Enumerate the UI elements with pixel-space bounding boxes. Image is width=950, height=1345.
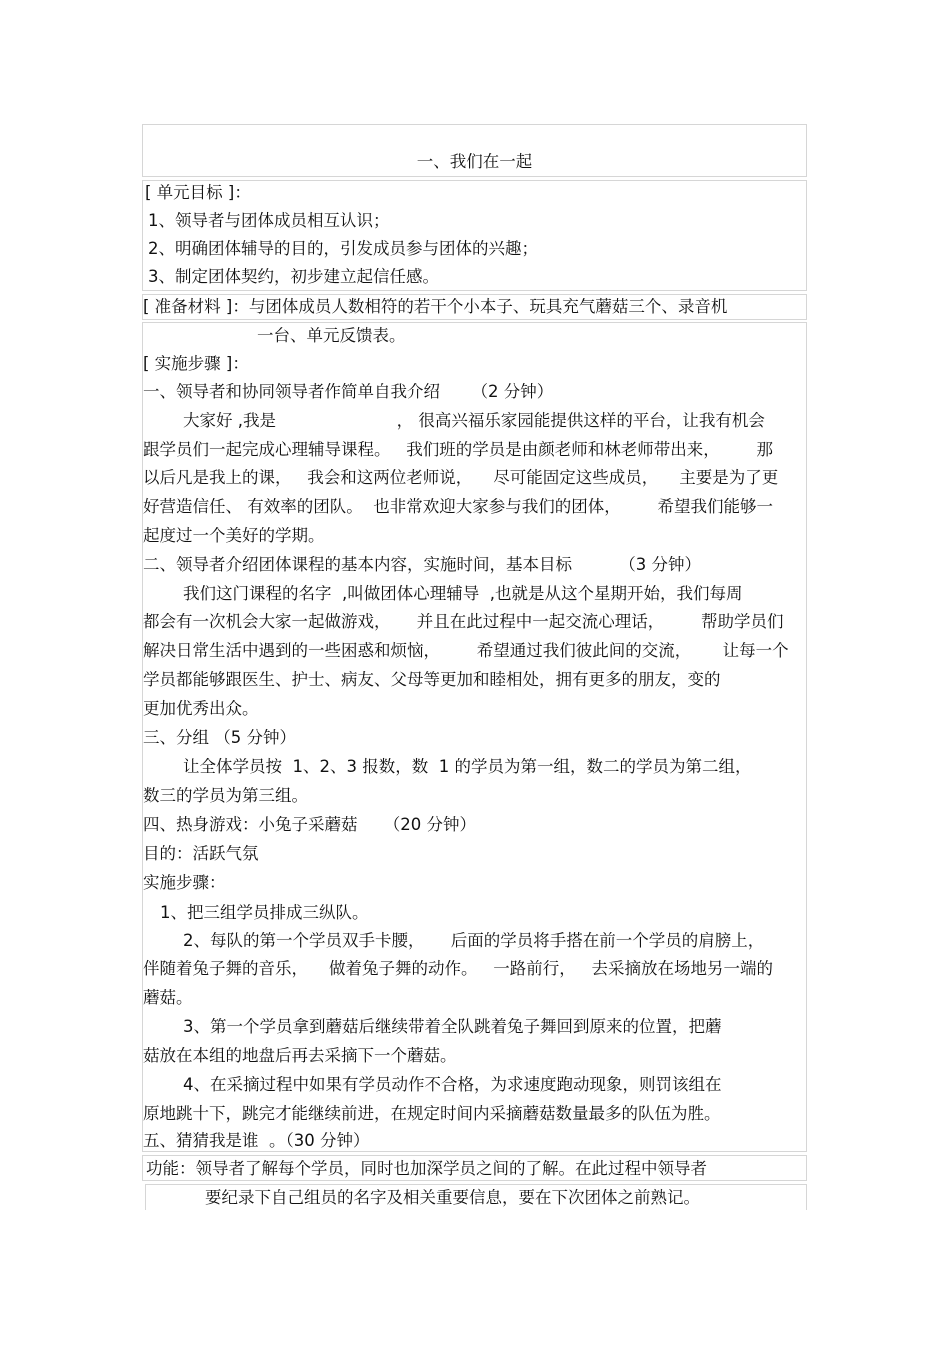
paragraph-line: 数三的学员为第三组。	[143, 786, 308, 805]
paragraph-line: 2、每队的第一个学员双手卡腰， 后面的学员将手搭在前一个学员的肩膀上，	[183, 931, 765, 950]
materials-line: [ 准备材料 ]：与团体成员人数相符的若干个小本子、玩具充气蘑菇三个、录音机	[143, 297, 728, 316]
section-heading: 三、分组 （5 分钟）	[143, 728, 296, 747]
steps-sub-label: 实施步骤：	[143, 873, 226, 892]
section-heading: 四、热身游戏：小兔子采蘑菇 （20 分钟）	[143, 815, 476, 834]
paragraph-line: 让全体学员按 1、2、3 报数，数 1 的学员为第一组，数二的学员为第二组，	[183, 757, 752, 776]
purpose-line: 目的：活跃气氛	[143, 844, 259, 863]
materials-line: 一台、单元反馈表。	[257, 326, 406, 345]
paragraph-line: 以后凡是我上的课， 我会和这两位老师说， 尽可能固定这些成员， 主要是为了更	[143, 468, 779, 487]
paragraph-line: 4、在采摘过程中如果有学员动作不合格，为求速度跑动现象，则罚该组在	[183, 1075, 722, 1094]
paragraph-line: 更加优秀出众。	[143, 699, 259, 718]
function-line: 功能：领导者了解每个学员，同时也加深学员之间的了解。在此过程中领导者	[146, 1159, 707, 1178]
paragraph-line: 3、第一个学员拿到蘑菇后继续带着全队跳着兔子舞回到原来的位置，把蘑	[183, 1017, 722, 1036]
paragraph-line: 都会有一次机会大家一起做游戏， 并且在此过程中一起交流心理话， 帮助学员们	[143, 612, 784, 631]
goal-item: 3、制定团体契约，初步建立起信任感。	[148, 267, 439, 286]
goal-item: 1、领导者与团体成员相互认识；	[148, 211, 390, 230]
paragraph-line: 解决日常生活中遇到的一些困惑和烦恼， 希望通过我们彼此间的交流， 让每一个	[143, 641, 789, 660]
goals-label: [ 单元目标 ]：	[145, 183, 251, 202]
paragraph-line: 我们这门课程的名字 ,叫做团体心理辅导 ,也就是从这个星期开始，我们每周	[183, 584, 743, 603]
paragraph-line: 原地跳十下，跳完才能继续前进，在规定时间内采摘蘑菇数量最多的队伍为胜。	[143, 1104, 721, 1123]
paragraph-line: 1、把三组学员排成三纵队。	[160, 903, 369, 922]
paragraph-line: 起度过一个美好的学期。	[143, 526, 325, 545]
steps-label: [ 实施步骤 ]：	[143, 354, 249, 373]
paragraph-line: 跟学员们一起完成心理辅导课程。 我们班的学员是由颜老师和林老师带出来， 那	[143, 440, 773, 459]
paragraph-line: 伴随着兔子舞的音乐， 做着兔子舞的动作。 一路前行， 去采摘放在场地另一端的	[143, 959, 773, 978]
paragraph-line: 蘑菇。	[143, 988, 193, 1007]
paragraph-line: 好营造信任、 有效率的团队。 也非常欢迎大家参与我们的团体， 希望我们能够一	[143, 497, 773, 516]
paragraph-line: 菇放在本组的地盘后再去采摘下一个蘑菇。	[143, 1046, 457, 1065]
paragraph-line: 大家好 ,我是 ， 很高兴福乐家园能提供这样的平台，让我有机会	[183, 411, 765, 430]
section-heading: 二、领导者介绍团体课程的基本内容，实施时间，基本目标 （3 分钟）	[143, 555, 701, 574]
goal-item: 2、明确团体辅导的目的，引发成员参与团体的兴趣；	[148, 239, 538, 258]
section-heading: 一、领导者和协同领导者作简单自我介绍 （2 分钟）	[143, 382, 554, 401]
section-heading: 五、猜猜我是谁 。（30 分钟）	[143, 1131, 370, 1150]
page-title: 一、我们在一起	[416, 152, 533, 171]
paragraph-line: 学员都能够跟医生、护士、病友、父母等更加和睦相处，拥有更多的朋友，变的	[143, 670, 721, 689]
function-line: 要纪录下自己组员的名字及相关重要信息，要在下次团体之前熟记。	[205, 1188, 700, 1207]
